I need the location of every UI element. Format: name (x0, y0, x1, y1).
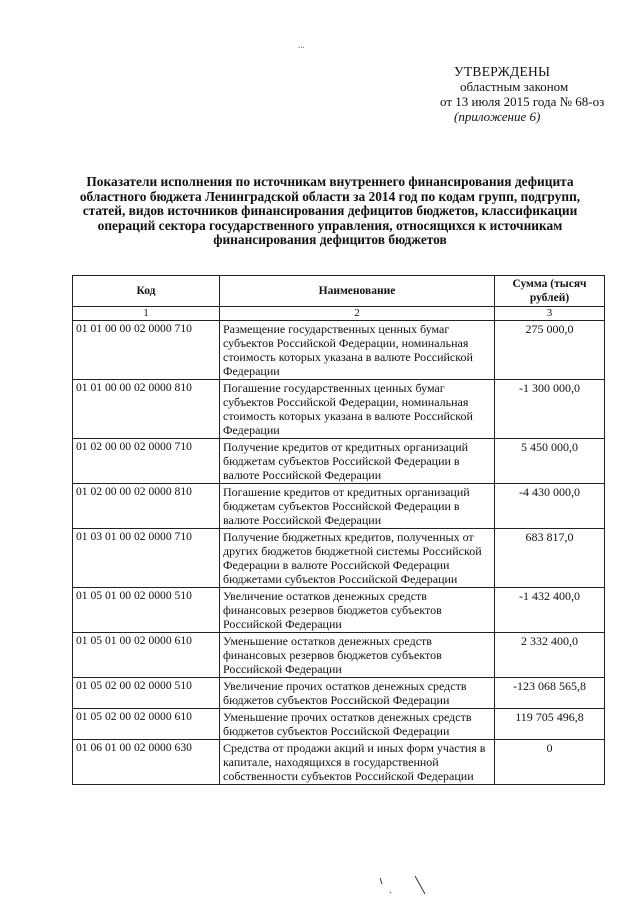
table-row (73, 321, 605, 380)
row-name: Уменьшение прочих остатков денежных средств бюджетов субъектов Российской Федерации (220, 709, 495, 740)
row-code: 01 02 00 00 02 0000 810 (73, 484, 220, 529)
row-name: Увеличение остатков денежных средств финансовых резервов бюджетов субъектов Российской Федерации (220, 588, 495, 633)
row-name: Размещение государственных ценных бумаг субъектов Российской Федерации, номинальная стоимость которых указана в валюте Российской Федерации (220, 321, 495, 380)
row-code: 01 05 02 00 02 0000 610 (73, 709, 220, 740)
row-amount: -123 068 565,8 (495, 678, 605, 709)
row-amount: 2 332 400,0 (495, 633, 605, 678)
row-name: Погашение кредитов от кредитных организаций бюджетам субъектов Российской Федерации в валюте Российской Федерации (220, 484, 495, 529)
table-index-row (73, 307, 605, 321)
table-row (73, 439, 605, 484)
approval-date: от 13 июля 2015 года № 68-оз (440, 94, 605, 109)
approval-block (440, 64, 604, 124)
row-amount: -1 432 400,0 (495, 588, 605, 633)
row-name: Получение бюджетных кредитов, полученных от других бюджетов бюджетной системы Российской Федерации в валюте Российской Федерации бюджетами субъектов Российской Федерации (220, 529, 495, 588)
table-row (73, 709, 605, 740)
row-name: Погашение государственных ценных бумаг субъектов Российской Федерации, номинальная стоимость которых указана в валюте Российской Федерации (220, 380, 495, 439)
header-name: Наименование (220, 276, 495, 307)
header-code: Код (73, 276, 220, 307)
table-row (73, 380, 605, 439)
table-row (73, 633, 605, 678)
approval-law: областным законом (460, 79, 569, 94)
row-code: 01 02 00 00 02 0000 710 (73, 439, 220, 484)
header-scan-mark: ... (298, 40, 305, 50)
row-code: 01 03 01 00 02 0000 710 (73, 529, 220, 588)
table-row (73, 484, 605, 529)
table-row (73, 588, 605, 633)
row-amount: 275 000,0 (495, 321, 605, 380)
index-cell: 3 (495, 307, 605, 321)
row-name: Увеличение прочих остатков денежных средств бюджетов субъектов Российской Федерации (220, 678, 495, 709)
document-title: Показатели исполнения по источникам внутреннего финансирования дефицита областного бюджета Ленинградской области за 2014 год по кодам групп, подгрупп, статей, видов источников финансирования дефицитов бюджетов, классификации операций сектора государственного управления, относящихся к источникам финансирования дефицитов бюджетов (79, 174, 581, 248)
row-name: Средства от продажи акций и иных форм участия в капитале, находящихся в государственной собственности субъектов Российской Федерации (220, 740, 495, 785)
index-cell: 1 (73, 307, 220, 321)
table-row (73, 678, 605, 709)
row-amount: 119 705 496,8 (495, 709, 605, 740)
row-amount: 5 450 000,0 (495, 439, 605, 484)
row-name: Уменьшение остатков денежных средств финансовых резервов бюджетов субъектов Российской Федерации (220, 633, 495, 678)
row-code: 01 06 01 00 02 0000 630 (73, 740, 220, 785)
table-row (73, 740, 605, 785)
sources-table (72, 275, 605, 785)
row-amount: -1 300 000,0 (495, 380, 605, 439)
row-code: 01 05 02 00 02 0000 510 (73, 678, 220, 709)
table-header-row (73, 276, 605, 307)
index-cell: 2 (220, 307, 495, 321)
row-code: 01 05 01 00 02 0000 510 (73, 588, 220, 633)
row-code: 01 01 00 00 02 0000 810 (73, 380, 220, 439)
row-code: 01 05 01 00 02 0000 610 (73, 633, 220, 678)
row-code: 01 01 00 00 02 0000 710 (73, 321, 220, 380)
row-amount: -4 430 000,0 (495, 484, 605, 529)
scan-mark-icon (370, 870, 430, 900)
table-row (73, 529, 605, 588)
approval-appendix: (приложение 6) (454, 109, 541, 124)
header-amount: Сумма (тысяч рублей) (495, 276, 605, 307)
row-amount: 683 817,0 (495, 529, 605, 588)
row-name: Получение кредитов от кредитных организаций бюджетам субъектов Российской Федерации в валюте Российской Федерации (220, 439, 495, 484)
row-amount: 0 (495, 740, 605, 785)
approval-title: УТВЕРЖДЕНЫ (454, 64, 551, 79)
